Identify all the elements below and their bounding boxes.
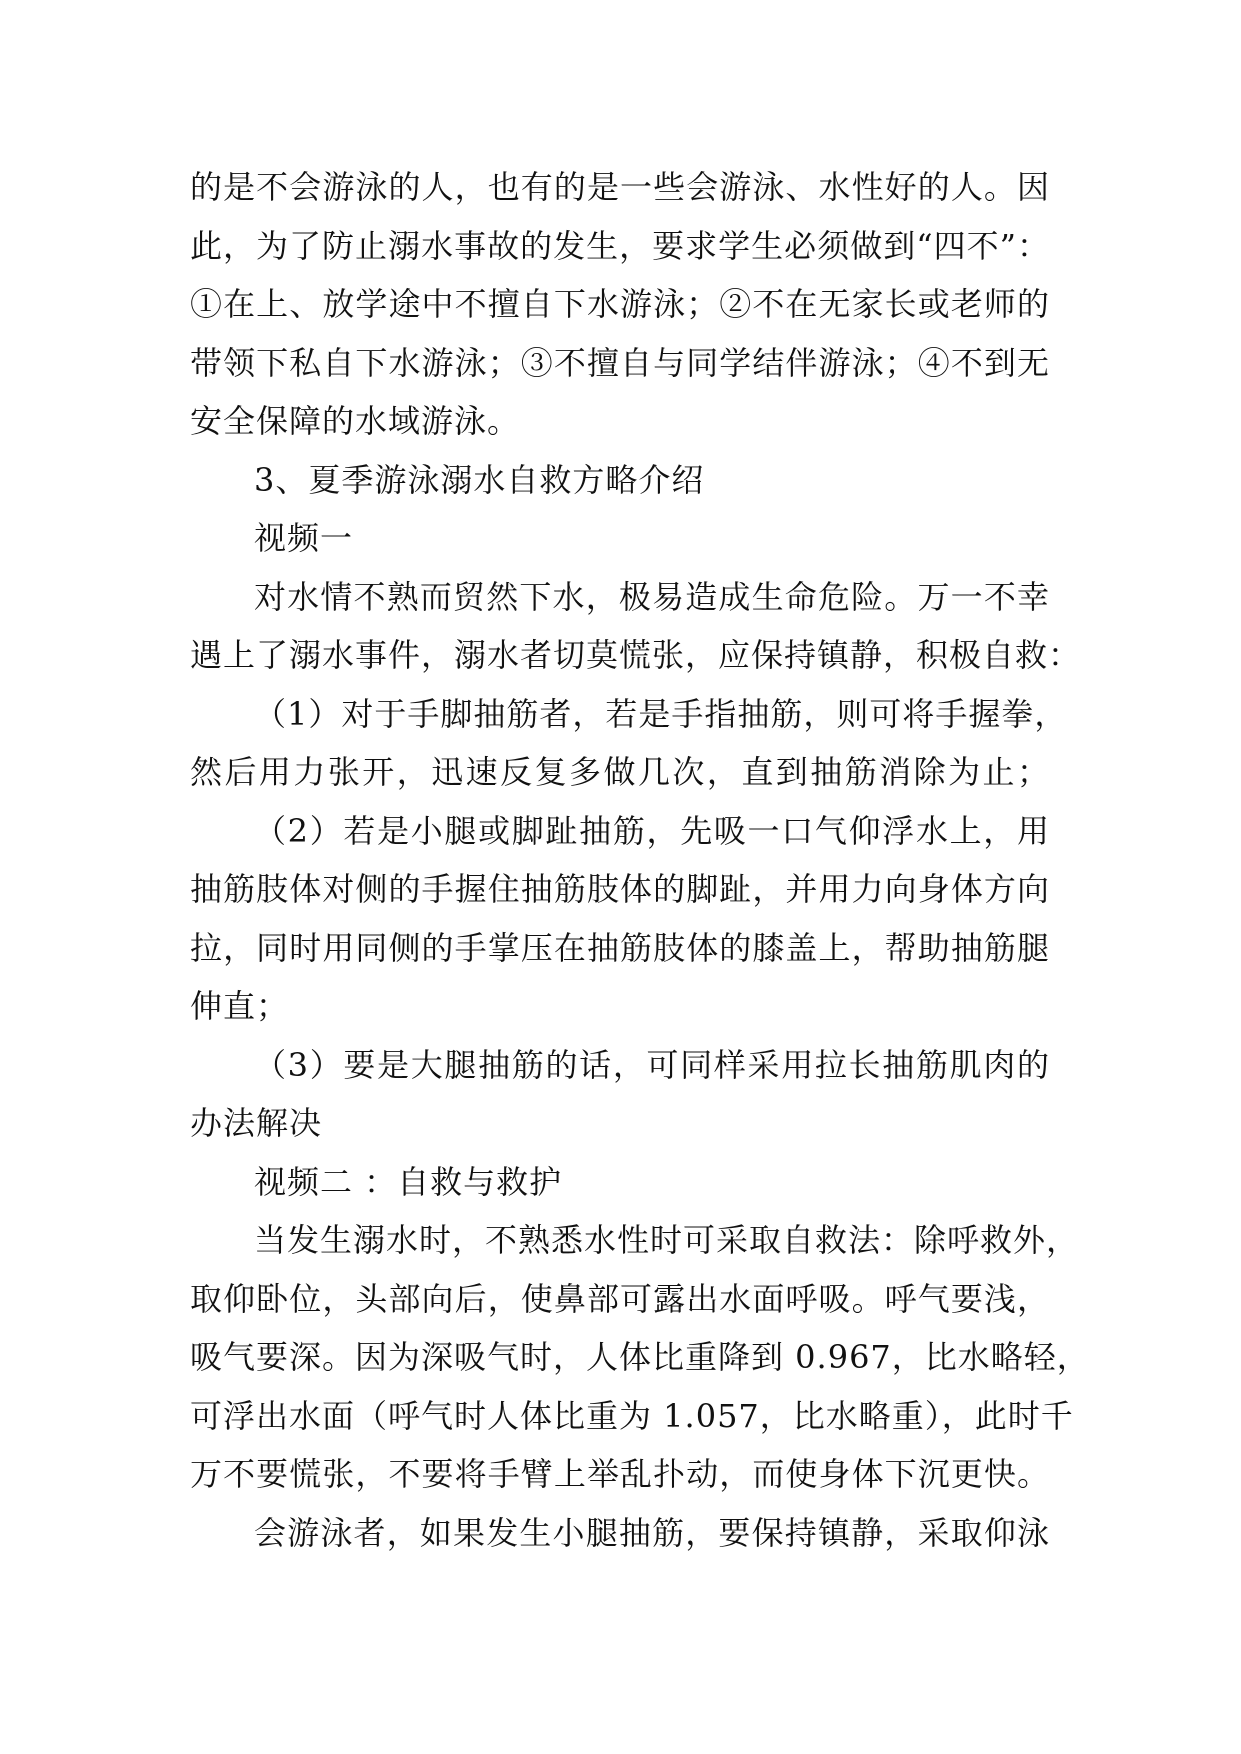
document-page [190,158,1090,1562]
video-2-heading: 视频二 ：自救与救护 [254,1162,563,1201]
paragraph-video-1-intro [190,568,1082,685]
section-heading [190,451,1050,510]
list-item-2 [190,802,1050,1036]
text-line: （2）若是小腿或脚趾抽筋，先吸一口气仰浮水上，用 [254,811,1050,850]
text-line: （1）对于手脚抽筋者，若是手指抽筋，则可将手握拳， [254,694,1068,733]
text-line: 遇上了溺水事件，溺水者切莫慌张，应保持镇静，积极自救： [190,636,1082,674]
text-line: 会游泳者，如果发生小腿抽筋，要保持镇静，采取仰泳 [254,1513,1050,1552]
list-item-1 [190,685,1068,802]
section-3-heading: 3、夏季游泳溺水自救方略介绍 [254,460,705,499]
text-line: 可浮出水面（呼气时人体比重为 1.057，比水略重），此时千 [190,1396,1074,1435]
text-line: 带领下私自下水游泳；③不擅自与同学结伴游泳；④不到无 [190,343,1050,382]
text-line: 当发生溺水时，不熟悉水性时可采取自救法：除呼救外， [254,1221,1080,1259]
text-line: 的是不会游泳的人，也有的是一些会游泳、水性好的人。因 [190,168,1050,206]
video-heading [190,509,1050,568]
paragraph-swimmer [190,1504,1050,1563]
list-item-3 [190,1036,1050,1153]
text-line: 办法解决 [190,1104,323,1142]
video-1-heading: 视频一 [254,519,354,557]
text-line: ①在上、放学途中不擅自下水游泳；②不在无家长或老师的 [190,285,1050,323]
paragraph-intro-continued [190,158,1050,451]
paragraph-video-2-body [190,1211,1090,1504]
text-line: 此，为了防止溺水事故的发生，要求学生必须做到“四不”： [190,226,1050,265]
text-line: 抽筋肢体对侧的手握住抽筋肢体的脚趾，并用力向身体方向 [190,870,1050,908]
text-line: 吸气要深。因为深吸气时，人体比重降到 0.967，比水略轻， [190,1338,1090,1376]
text-line: 拉，同时用同侧的手掌压在抽筋肢体的膝盖上，帮助抽筋腿 [190,928,1050,967]
text-line: （3）要是大腿抽筋的话，可同样采用拉长抽筋肌肉的 [254,1045,1050,1084]
text-line: 伸直； [190,987,290,1025]
video-heading [190,1153,1050,1212]
text-line: 对水情不熟而贸然下水，极易造成生命危险。万一不幸 [254,577,1050,616]
text-line: 安全保障的水域游泳。 [190,402,521,440]
text-line: 然后用力张开，迅速反复多做几次，直到抽筋消除为止； [190,753,1050,791]
text-line: 万不要慌张，不要将手臂上举乱扑动，而使身体下沉更快。 [190,1455,1050,1493]
text-line: 取仰卧位，头部向后，使鼻部可露出水面呼吸。呼气要浅， [190,1279,1050,1318]
